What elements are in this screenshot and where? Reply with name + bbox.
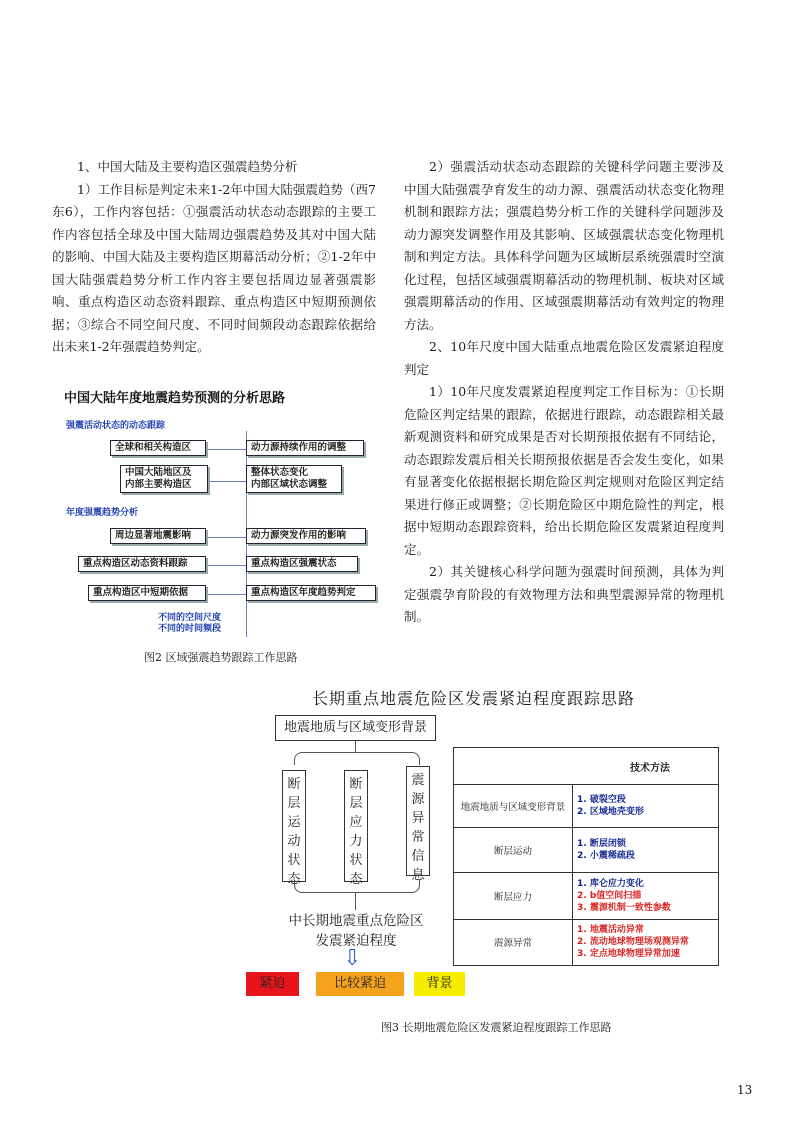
top-brace — [294, 752, 420, 765]
arrow-4 — [208, 565, 246, 566]
section-label-dynamic-tracking: 强震活动状态的动态跟踪 — [66, 421, 166, 431]
left-column — [52, 156, 376, 359]
column-fault-motion: 断层运动状态 — [282, 770, 306, 882]
right-box-5: 重点构造区年度趋势判定 — [246, 585, 376, 601]
left-box-3: 周边显著地震影响 — [110, 528, 206, 544]
technique-table — [453, 747, 719, 966]
item-1: 1. 地震活动异常 — [577, 925, 644, 936]
right-box-2: 整体状态变化 内部区域状态调整 — [246, 465, 342, 493]
row-label-fault-stress: 断层应力 — [454, 872, 573, 919]
right-column — [404, 156, 724, 629]
arrow-3 — [208, 537, 246, 538]
item-2: 2. 区域地壳变形 — [577, 807, 644, 818]
level-background: 背景 — [414, 972, 465, 996]
figure-2-diagram — [58, 385, 388, 645]
paragraph-3: 1）10年尺度发震紧迫程度判定工作目标为：①长期危险区判定结果的跟踪，依据进行跟踪，动态跟踪相关最新观测资料和研究成果是否对长期预报依据有不同结论，动态跟踪发震后相关长期预报依据是否会发生变化，如果有显著变化依据根据长期危险区判定规则对危险区判定结果进行修正或调整；②长期危险区中期危险性的判定，根据中短期动态跟踪资料，给出长期危险区发震紧迫程度判定。 — [404, 384, 724, 557]
item-3: 3. 震源机制一致性参数 — [577, 902, 671, 913]
item-3: 3. 定点地球物理异常加速 — [577, 949, 680, 960]
item-1: 1. 破裂空段 — [577, 795, 626, 806]
row-items-fault-stress — [573, 872, 719, 919]
arrow-1 — [208, 449, 246, 450]
figure-3-caption: 图3 长期地震危险区发震紧迫程度跟踪工作思路 — [381, 1021, 612, 1034]
section-heading-1: 1、中国大陆及主要构造区强震趋势分析 — [77, 159, 298, 174]
right-box-3: 动力源突发作用的影响 — [246, 528, 366, 544]
section-label-annual-trend: 年度强震趋势分析 — [66, 508, 139, 518]
top-connector — [355, 741, 356, 752]
row-label-source-anomaly: 震源异常 — [454, 919, 573, 965]
left-box-4: 重点构造区动态资料跟踪 — [78, 556, 206, 572]
technique-header: 技术方法 — [454, 748, 719, 785]
scale-note: 不同的空间尺度 不同的时间频段 — [158, 613, 222, 634]
figure-2-caption: 图2 区域强震趋势跟踪工作思路 — [144, 651, 298, 664]
paragraph-1: 1）工作目标是判定未来1-2年中国大陆强震趋势（西7东6），工作内容包括：①强震活动状态动态跟踪的主要工作内容包括全球及中国大陆周边强震趋势及其对中国大陆的影响、中国大陆及主要构造区期幕活动分析；②1-2年中国大陆强震趋势分析工作内容主要包括周边显著强震影响、重点构造区动态资料跟踪、重点构造区中短期预测依据；③综合不同空间尺度、不同时间频段动态跟踪依据给出未来1-2年强震趋势判定。 — [52, 181, 376, 354]
section-heading-2: 2、10年尺度中国大陆重点地震危险区发震紧迫程度判定 — [404, 339, 724, 377]
geology-background-box: 地震地质与区域变形背景 — [275, 715, 436, 741]
paragraph-2: 2）强震活动状态动态跟踪的关键科学问题主要涉及中国大陆强震孕育发生的动力源、强震活动状态变化物理机制和跟踪方法；强震趋势分析工作的关键科学问题涉及动力源突发调整作用及其影响、区域强震状态变化物理机制和判定方法。具体科学问题为区域断层系统强震时空演化过程，包括区域强震期幕活动的物理机制、板块对区域强震期幕活动的作用、区域强震期幕活动有效判定的物理方法。 — [404, 159, 724, 332]
item-1: 1. 断层闭锁 — [577, 838, 626, 849]
level-relatively-urgent: 比较紧迫 — [316, 972, 404, 996]
item-2: 2. 流动地球物理场观测异常 — [577, 937, 689, 948]
row-label-geology: 地震地质与区域变形背景 — [454, 785, 573, 828]
item-2: 2. 小震稀疏段 — [577, 850, 635, 861]
left-box-2: 中国大陆地区及 内部主要构造区 — [120, 465, 208, 493]
row-items-fault-motion — [573, 828, 719, 872]
row-items-source-anomaly — [573, 919, 719, 965]
paragraph-4: 2）其关键核心科学问题为强震时间预测，具体为判定强震孕育阶段的有效物理方法和典型震源异常的物理机制。 — [404, 564, 724, 624]
left-box-5: 重点构造区中短期依据 — [88, 585, 206, 601]
page-number: 13 — [737, 1083, 753, 1097]
arrow-2 — [210, 481, 246, 482]
left-box-1: 全球和相关构造区 — [110, 440, 206, 456]
figure-2-title: 中国大陆年度地震趋势预测的分析思路 — [64, 391, 286, 406]
column-source-anomaly: 震源异常信息 — [406, 766, 430, 876]
urgency-target: 中长期地震重点危险区 发震紧迫程度 — [288, 913, 424, 949]
figure-3-title: 长期重点地震危险区发震紧迫程度跟踪思路 — [312, 689, 636, 708]
column-fault-stress: 断层应力状态 — [344, 770, 368, 882]
item-1: 1. 库仑应力变化 — [577, 878, 644, 889]
arrow-5 — [208, 594, 246, 595]
right-box-4: 重点构造区强震状态 — [246, 556, 358, 572]
level-urgent: 紧迫 — [246, 972, 299, 996]
right-box-1: 动力源持续作用的调整 — [246, 440, 364, 456]
down-arrow-icon: ⇩ — [343, 946, 362, 971]
row-items-geology — [573, 785, 719, 828]
item-2: 2. b值空间扫描 — [577, 890, 642, 901]
row-label-fault-motion: 断层运动 — [454, 828, 573, 872]
bottom-connector — [355, 892, 356, 910]
